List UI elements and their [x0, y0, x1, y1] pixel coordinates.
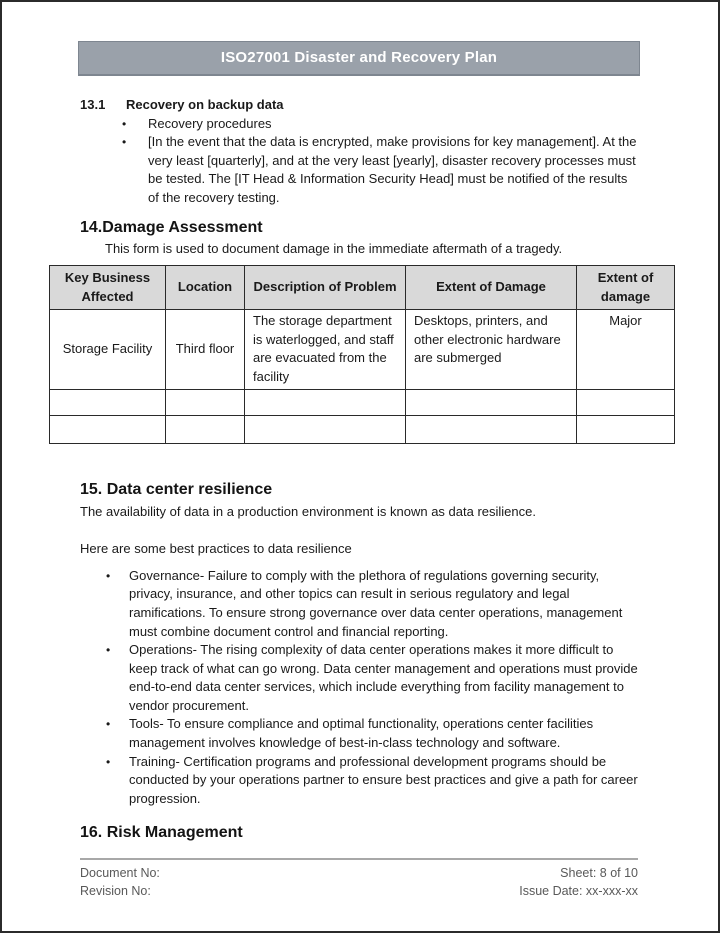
table-cell-extent: Desktops, printers, and other electronic hardware are submerged	[406, 310, 577, 389]
section-15-bullet-list	[106, 567, 638, 809]
table-cell-empty	[577, 415, 675, 443]
bullet-icon: •	[106, 568, 111, 583]
bullet-text: Governance- Failure to comply with the plethora of regulations governing security, privacy, insurance, and other topics can result in serious regulatory and legal ramifications. To ensure strong governance over data center operations, management must combine document control and financial reporting.	[129, 567, 623, 639]
table-cell-description: The storage department is waterlogged, and staff are evacuated from the facility	[245, 310, 406, 389]
table-cell-empty	[406, 389, 577, 415]
document-title-bar	[78, 41, 640, 76]
bullet-text: Training- Certification programs and professional development programs should be conducted by your operations partner to ensure best practices and give a path for career progression.	[129, 753, 638, 806]
section-14-intro: This form is used to document damage in the immediate aftermath of a tragedy.	[105, 240, 563, 256]
page-footer	[80, 858, 638, 900]
footer-right	[519, 864, 638, 900]
list-item	[106, 567, 638, 641]
section-15-heading: 15. Data center resilience	[80, 480, 273, 498]
table-row	[50, 310, 675, 389]
table-cell-key-business: Storage Facility	[50, 310, 166, 389]
table-cell-empty	[406, 415, 577, 443]
bullet-text: Recovery procedures	[148, 115, 272, 131]
header-cell-description-of-problem: Description of Problem	[245, 266, 406, 310]
bullet-icon: •	[106, 717, 111, 732]
header-cell-key-business-affected: Key Business Affected	[50, 266, 166, 310]
document-title: ISO27001 Disaster and Recovery Plan	[220, 48, 498, 66]
bullet-icon: •	[122, 116, 127, 131]
section-16-heading: 16. Risk Management	[80, 824, 243, 842]
section-13-bullet-list	[80, 115, 638, 208]
table-header-row	[50, 266, 675, 310]
header-cell-extent-of-damage: Extent of Damage	[406, 266, 577, 310]
list-item	[80, 115, 638, 134]
table-cell-location: Third floor	[166, 310, 245, 389]
list-item	[106, 753, 638, 809]
list-item	[106, 715, 638, 752]
header-cell-extent-of-damage-2: Extent of damage	[577, 266, 675, 310]
footer-issue-date: Issue Date: xx-xxx-xx	[519, 884, 638, 898]
footer-left	[80, 864, 160, 900]
bullet-text: Operations- The rising complexity of data center operations makes it more difficult to keep track of what can go wrong. Data center management and operations must provide end-to-end data center services, which include everything from facility management to vendor procurement.	[129, 642, 638, 713]
bullet-icon: •	[106, 643, 111, 658]
table-cell-empty	[577, 389, 675, 415]
damage-assessment-table	[49, 265, 675, 443]
list-item	[106, 641, 638, 715]
footer-sheet: Sheet: 8 of 10	[560, 866, 638, 880]
section-13-number: 13.1	[80, 97, 106, 112]
table-cell-extent-level: Major	[577, 310, 675, 389]
table-cell-empty	[245, 389, 406, 415]
section-13-recovery-on-backup-data	[80, 96, 638, 208]
bullet-text: [In the event that the data is encrypted, make provisions for key management]. At the very least [quarterly], and at the very least [yearly], disaster recovery processes must be tested. The [IT Head & Information Security Head] must be notified of the results of the recovery testing.	[148, 134, 637, 205]
section-14-heading: 14.Damage Assessment	[80, 218, 263, 236]
list-item	[80, 133, 638, 207]
bullet-text: Tools- To ensure compliance and optimal functionality, operations center facilities management involves knowledge of best-in-class technology and software.	[129, 716, 594, 751]
footer-document-no: Document No:	[80, 866, 160, 880]
section-15-paragraph-1: The availability of data in a production environment is known as data resilience.	[80, 503, 536, 519]
section-13-title: Recovery on backup data	[126, 97, 284, 112]
table-cell-empty	[245, 415, 406, 443]
table-cell-empty	[166, 389, 245, 415]
table-cell-empty	[50, 389, 166, 415]
table-row	[50, 389, 675, 415]
table-row	[50, 415, 675, 443]
table-cell-empty	[50, 415, 166, 443]
table-cell-empty	[166, 415, 245, 443]
footer-revision-no: Revision No:	[80, 884, 151, 898]
header-cell-location: Location	[166, 266, 245, 310]
section-15-paragraph-2: Here are some best practices to data resilience	[80, 541, 352, 557]
bullet-icon: •	[106, 754, 111, 769]
section-13-heading	[80, 96, 638, 115]
bullet-icon: •	[122, 135, 127, 150]
